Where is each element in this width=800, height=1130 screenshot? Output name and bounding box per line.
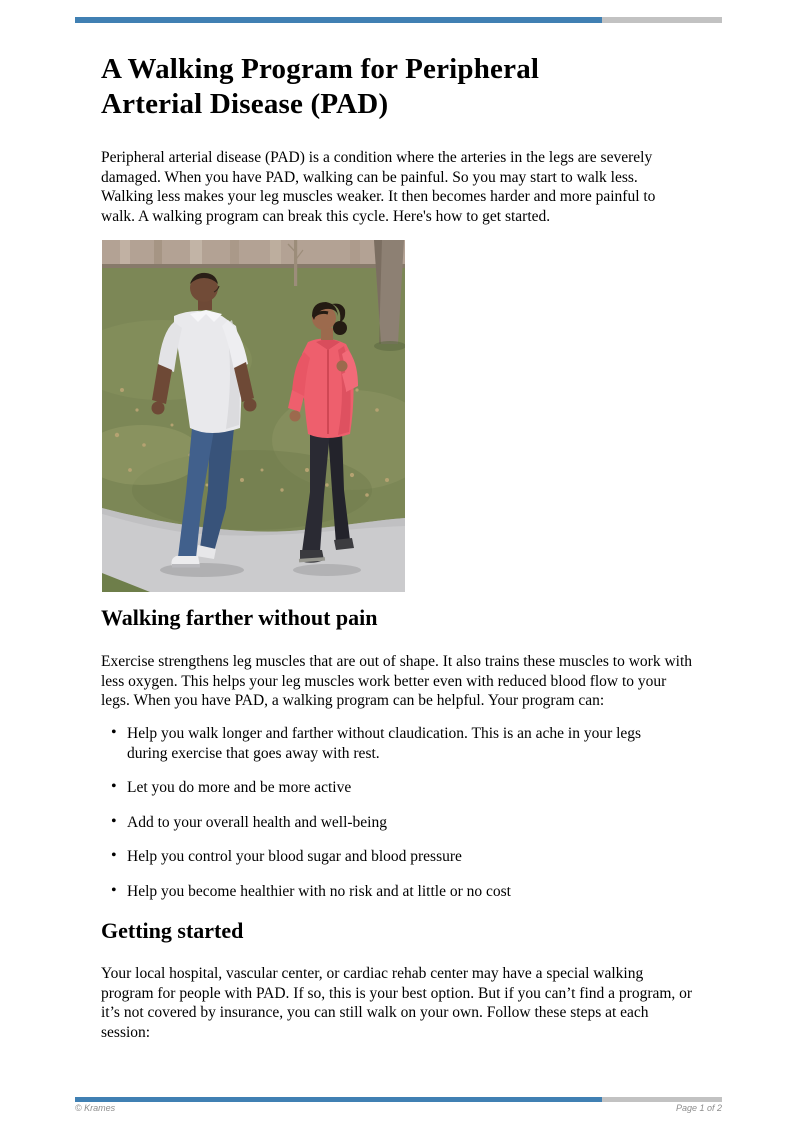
header-accent-bar-gray: [602, 17, 722, 23]
getting-started-paragraph: Your local hospital, vascular center, or cardiac rehab center may have a special walking program for people with PAD. If so, this is your best option. But if you can’t find a program, or it’s not covered by insurance, you can still walk on your own. Follow these steps at each session:: [101, 965, 693, 1041]
benefit-item: • Help you become healthier with no risk and at little or no cost: [101, 882, 681, 902]
benefit-item: • Help you control your blood sugar and blood pressure: [101, 847, 681, 867]
benefits-list: [101, 724, 681, 916]
section-heading-getting-started: Getting started: [101, 918, 244, 943]
photo-walking-couple: [102, 240, 405, 592]
header-accent-bar-blue: [75, 17, 602, 23]
footer-accent-bar: [75, 1097, 722, 1102]
page-title-line2: Arterial Disease (PAD): [101, 88, 389, 120]
page-title: [101, 52, 701, 122]
benefit-item: • Help you walk longer and farther without claudication. This is an ache in your legs during exercise that goes away with rest.: [101, 724, 681, 763]
footer-page-number: Page 1 of 2: [675, 1103, 722, 1113]
benefit-item: • Add to your overall health and well-being: [101, 813, 681, 833]
page-title-line1: A Walking Program for Peripheral: [101, 53, 540, 85]
footer: [75, 1103, 722, 1113]
section-heading-walking-farther: Walking farther without pain: [101, 605, 378, 630]
footer-copyright: © Krames: [75, 1103, 116, 1113]
footer-accent-bar-blue: [75, 1097, 602, 1102]
intro-paragraph: Peripheral arterial disease (PAD) is a condition where the arteries in the legs are severely damaged. When you have PAD, walking can be painful. So you may start to walk less. Walking less makes your leg muscles weaker. It then becomes harder and more painful to walk. A walking program can break this cycle. Here's how to get started.: [101, 149, 656, 225]
photo-walking-couple-illustration: [102, 240, 405, 592]
walking-farther-paragraph: Exercise strengthens leg muscles that are out of shape. It also trains these muscles to work with less oxygen. This helps your leg muscles work better even with reduced blood flow to your legs. When you have PAD, a walking program can be helpful. Your program can:: [101, 653, 692, 709]
header-accent-bar: [75, 17, 722, 23]
benefit-item: • Let you do more and be more active: [101, 778, 681, 798]
footer-accent-bar-gray: [602, 1097, 722, 1102]
